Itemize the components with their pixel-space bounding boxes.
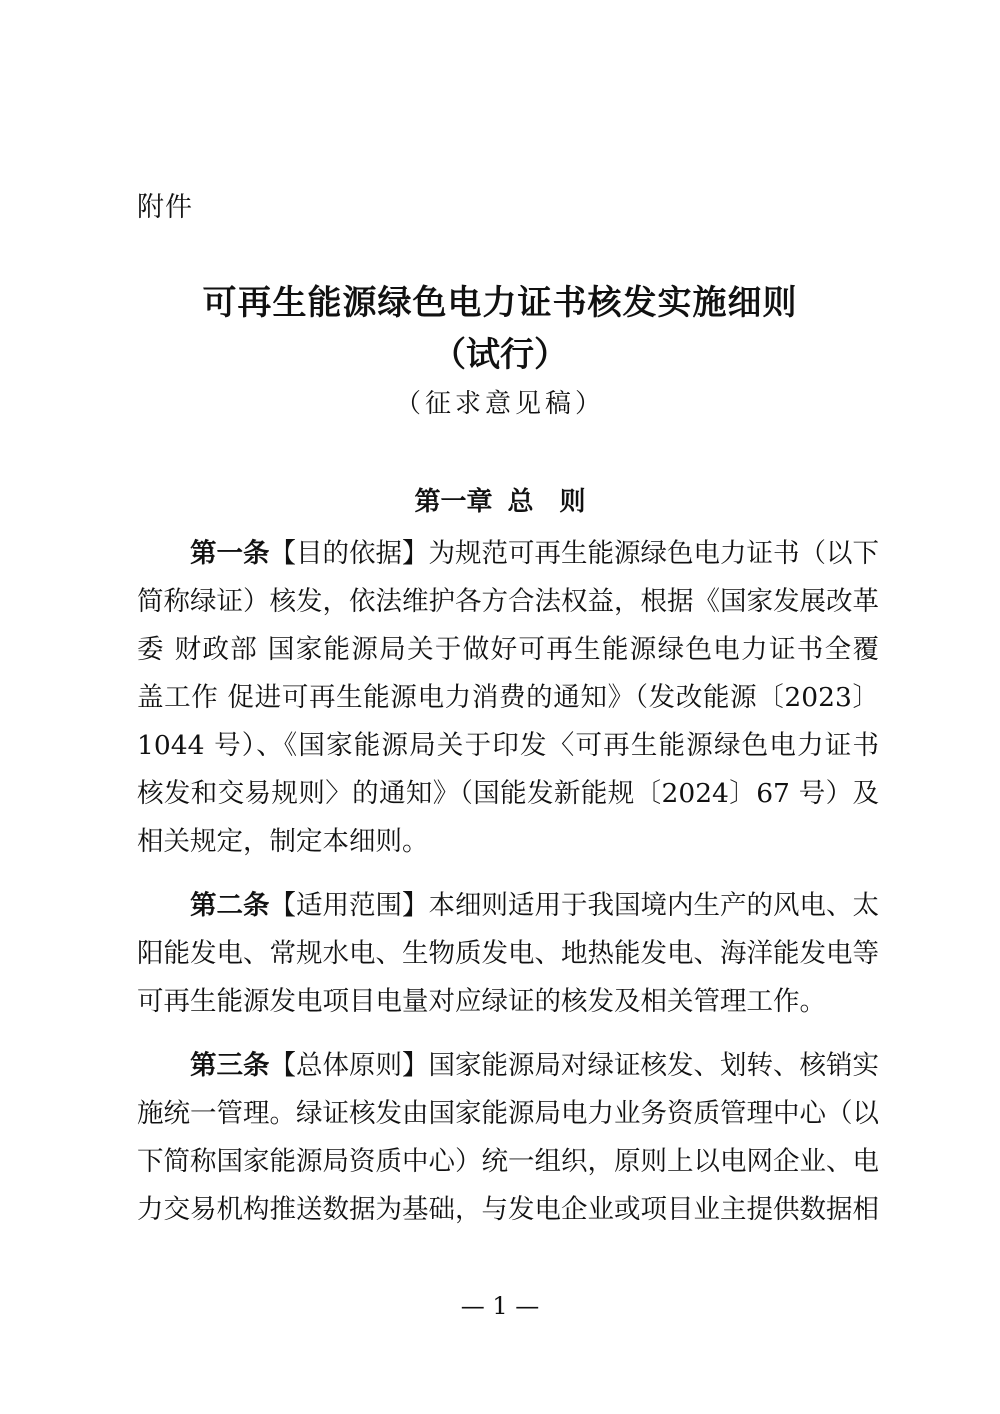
article — [137, 882, 879, 1026]
article-text: 【目的依据】为规范可再生能源绿色电力证书（以下 — [269, 538, 879, 569]
article-line: 盖工作 促进可再生能源电力消费的通知》（发改能源〔2023〕 — [137, 682, 879, 713]
article-line: 相关规定，制定本细则。 — [137, 826, 429, 857]
article-line: 简称绿证）核发，依法维护各方合法权益，根据《国家发展改革 — [137, 586, 879, 617]
attachment-label: 附件 — [137, 192, 193, 223]
document-body — [137, 530, 879, 1234]
article-line: 核发和交易规则〉的通知》（国能发新能规〔2024〕67 号）及 — [137, 778, 879, 809]
article-line: 可再生能源发电项目电量对应绿证的核发及相关管理工作。 — [137, 986, 826, 1017]
article — [137, 530, 879, 866]
article-line — [137, 882, 879, 930]
chapter-title: 第一章 总 则 — [414, 487, 586, 517]
article-line: 阳能发电、常规水电、生物质发电、地热能发电、海洋能发电等 — [137, 938, 879, 969]
article-line — [137, 1042, 879, 1090]
article-heading: 第二条 — [190, 890, 270, 921]
article-line: 施统一管理。绿证核发由国家能源局电力业务资质管理中心（以 — [137, 1098, 879, 1129]
article-heading: 第一条 — [190, 538, 270, 569]
article — [137, 1042, 879, 1234]
draft-note: （征求意见稿） — [394, 389, 605, 419]
page-number: — 1 — — [460, 1292, 540, 1320]
article-line — [137, 530, 879, 578]
article-line: 下简称国家能源局资质中心）统一组织，原则上以电网企业、电 — [137, 1146, 879, 1177]
document-title: 可再生能源绿色电力证书核发实施细则 — [202, 283, 798, 323]
article-line: 委 财政部 国家能源局关于做好可再生能源绿色电力证书全覆 — [137, 634, 879, 665]
article-text: 【适用范围】本细则适用于我国境内生产的风电、太 — [269, 890, 879, 921]
article-line: 力交易机构推送数据为基础，与发电企业或项目业主提供数据相 — [137, 1194, 879, 1225]
article-line: 1044 号）、《国家能源局关于印发〈可再生能源绿色电力证书 — [137, 730, 879, 761]
article-heading: 第三条 — [190, 1050, 270, 1081]
article-text: 【总体原则】国家能源局对绿证核发、划转、核销实 — [269, 1050, 879, 1081]
document-title-suffix: （试行） — [432, 335, 568, 375]
